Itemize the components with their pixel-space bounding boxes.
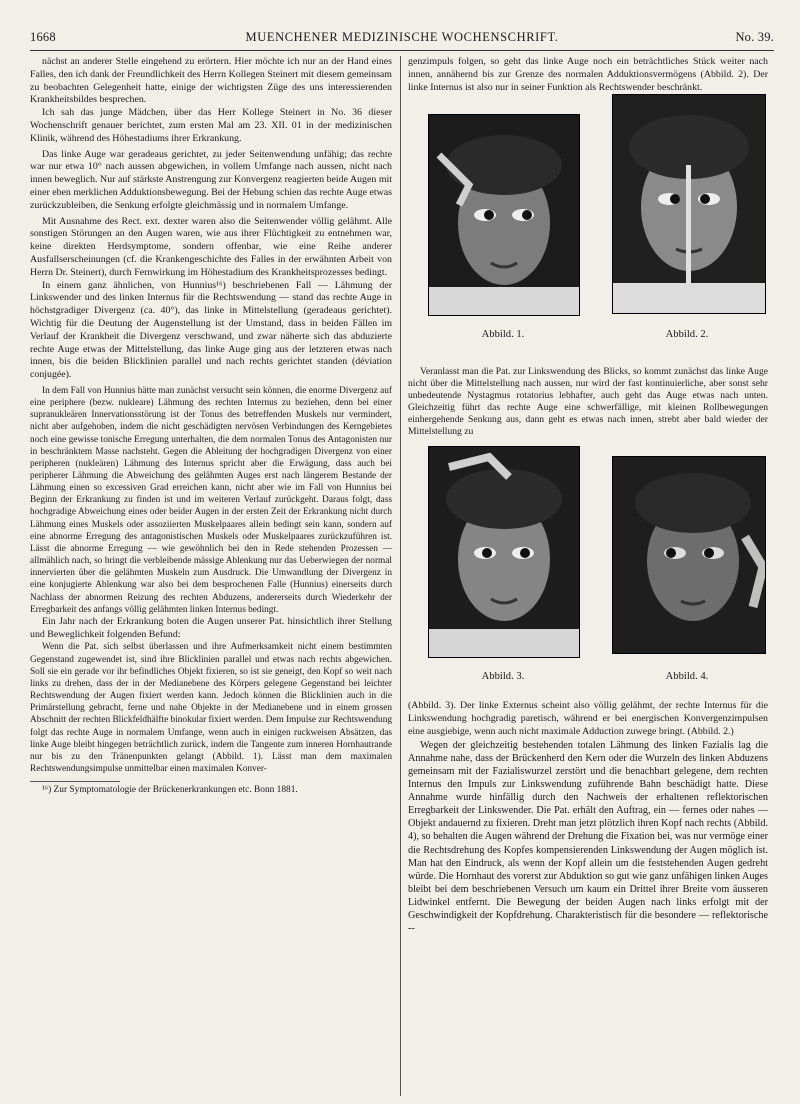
paragraph: Ich sah das junge Mädchen, über das Herr Kollege Steinert in No. 36 dieser Wochenschrift genauer berichtet, zum ersten Mal am 23. XII. 01 in der medizinischen Klinik, während des Höhestadiums ihrer Erkrankung. [30,107,392,144]
paragraph: Wegen der gleichzeitig bestehenden totalen Lähmung des linken Fazialis lag die Annahme nahe, dass der Brückenherd den Kern oder die Wurzeln des linken Abduzens gemeinsam mit der Fazialiswurzel zerstört und die benachbart gelegene, dem rechten Internus den Impuls zur Linkswendung zuführende Bahn beschädigt hatte. Diese Annahme wurde hinfällig durch den Nachweis der erhaltenen reflektorischen Erregbarkeit der Linkswender. Die Pat. erhält den Auftrag, ein — fernes oder nahes — Objekt andauernd zu fixieren. Dreht man jetzt plötzlich ihren Kopf nach rechts (Abbild. 4), so behalten die Augen während der Drehung die Fixation bei, was nur vermöge einer die Rechtsdrehung des Kopfes kompensierenden Linkswendung der Augen möglich ist. Man hat den Eindruck, als wenn der Kopf allein um die feststehenden Augen gedreht würde. Die Hornhaut des vorerst zur Abduktion so gut wie ganz unfähigen linken Auges bleibt bei dem beschriebenen Versuch um kaum ein Drittel ihrer Breite vom äusseren Lidwinkel entfernt. Die Bewegung der beiden Augen nach links erfolgt mit der Geschwindigkeit der Kopfdrehung. Charakteristisch für die besondere — reflektorische -- [408,739,768,935]
paragraph: genzimpuls folgen, so geht das linke Auge noch ein beträchtliches Stück weiter nach innen, annähernd bis zur Grenze des normalen Adduktionsvermögens (Abbild. 2). Der linke Internus ist also nur in seiner Funktion als Rechtswender beschränkt. [408,56,768,93]
header-rule [30,50,774,51]
figure-2-photo [612,94,766,314]
paragraph: In einem ganz ähnlichen, von Hunnius¹⁶) beschriebenen Fall — Lähmung der Linkswender und des linken Internus für die Rechtswendung — stand das rechte Auge in höchstgradiger Divergenz (ca. 40°), das linke in Mittelstellung (geradeaus gerichtet). Wichtig für die Deutung der Augenstellung ist der Umstand, dass in beiden Fällen im Verlauf der Krankheit die Divergenz verschwand, und zwar näherte sich das abduzierte rechte Auge etwas der Mittelstellung, das linke Auge ging aus der letzteren etwas nach innen, bis die beiden Blicklinien parallel und nach rechts gerichtet standen (déviation conjugée). [30,279,392,381]
figure-3-caption: Abbild. 3. [481,671,525,683]
figure-2-caption: Abbild. 2. [665,329,709,341]
figure-row-bottom [408,438,768,700]
figure-row-top [408,94,768,366]
paragraph: (Abbild. 3). Der linke Externus scheint also völlig gelähmt, der rechte Internus für die Linkswendung hochgradig paretisch, während er bei energischen Konvergenzimpulsen eine ausgiebige, wenn auch nicht maximale Adduction zuwege bringt. (Abbild. 2.) [408,700,768,737]
figure-4-caption: Abbild. 4. [665,671,709,683]
figure-1-photo [428,114,580,316]
issue-number: No. 39. [735,30,774,44]
paragraph: Veranlasst man die Pat. zur Linkswendung des Blicks, so kommt zunächst das linke Auge nicht über die Mittelstellung nach aussen, nur wird der fast kontinuierliche, aber sonst sehr unbedeutende Nystagmus rotatorius lebhafter, auch geht das Auge etwas nach unten. Gleichzeitig führt das rechte Auge eine schwerfällige, mit kleinen Rollbewegungen einhergehende Senkung aus, dann geht es etwas nach innen, strebt aber bald wieder der Mittelstellung zu [408,366,768,438]
right-column [408,56,768,935]
paragraph: nächst an anderer Stelle eingehend zu erörtern. Hier möchte ich nur an der Hand eines Falles, den ich dank der Freundlichkeit des Herrn Kollegen Steinert mit diesem gemeinsam zu beobachten Gelegenheit hatte, einige der wichtigsten Züge des uns interessierenden Krankheitsbildes besprechen. [30,56,392,106]
figure-3-photo [428,446,580,658]
paragraph: In dem Fall von Hunnius hätte man zunächst versucht sein können, die enorme Divergenz auf eine periphere (bezw. nukleare) Lähmung des rechten Internus zu beziehen, denn bei einer supranukleären Innervationsstörung ist der Tonus des betreffenden Muskels nur vermindert, nicht aber aufgehoben, indem die nicht geschädigten nervösen Verbindungen des Kerngebietes noch eine gewisse tonische Erregung unterhalten, die dem normalen Tonus des Antagonisten nur in beschränktem Masse nachsteht. Gegen die Ableitung der hochgradigen Divergenz von einer peripheren (nukleären) Lähmung des Internus spricht aber die Erwägung, dass auch bei peripherer Lähmung die Abweichung des gelähmten Auges erst nach längerem Bestande der Lähmung einen so excessiven Grad erreichen kann, nicht aber wie im Fall von Hunnius bei Beginn der Erkrankung zu finden ist und im weiteren Verlauf zurückgeht. Daraus folgt, dass hochgradige Abweichung eines oder beider Augen in der ersten Zeit der Erkrankung nicht durch Lähmung eines Muskels oder assoziierten Muskelpaares allein bedingt sein kann, sondern auf eine abnorme Erregung des antagonistischen Muskels oder Muskelpaares zurückzuführen ist. Lässt die abnorme Erregung — wie gewöhnlich bei den in Rede stehenden Prozessen — allmählich nach, so bringt die verbleibende mässige Ablenkung nur das Ueberwiegen der normal innervierten über die gelähmten Muskeln zum Ausdruck. Die Umwandlung der Divergenz in eine konjugierte Ablenkung war also bei dem besprochenen Falle (Hunnius) einerseits durch Nachlass der abnormen Reizung des rechten Abduzens, andererseits durch Wiederkehr der Erregbarkeit des anfangs völlig gelähmten linken Internus bedingt. [30,385,392,615]
paragraph: Mit Ausnahme des Rect. ext. dexter waren also die Seitenwender völlig gelähmt. Alle sonstigen Störungen an den Augen waren, wie aus ihrer Flüchtigkeit zu entnehmen war, keine direkten Herdsymptome, sondern offenbar, wie eine Reihe anderer Ausfallserscheinungen (cf. die Krankengeschichte des Falles in der erwähnten Arbeit von Herrn Dr. Steinert), durch Fernwirkung im Höhestadium des Krankheitsprozesses bedingt. [30,215,392,278]
paragraph: Ein Jahr nach der Erkrankung boten die Augen unserer Pat. hinsichtlich ihrer Stellung und Beweglichkeit folgenden Befund: [30,615,392,640]
journal-title: MUENCHENER MEDIZINISCHE WOCHENSCHRIFT. [245,30,559,44]
figure-1-caption: Abbild. 1. [481,329,525,341]
left-column [30,56,392,796]
figure-4-photo [612,456,766,654]
page-number: 1668 [30,30,56,44]
paragraph: Das linke Auge war geradeaus gerichtet, zu jeder Seitenwendung unfähig; das rechte war nur etwa 10° nach aussen abgewichen, in vollem Umfange nach aussen, nicht nach innen beweglich. Nur auf stärkste Anstrengung zur Konvergenz reagierten beide Augen mit einer eben merklichen Adduktionsbewegung. Bei der Hebung schien das rechte Auge etwas zurückzubleiben, die Senkung erfolgte gleichmässig und in normalem Umfange. [30,148,392,211]
column-divider [400,56,401,1096]
page-header [30,30,774,50]
footnote-rule [30,781,120,782]
paragraph: Wenn die Pat. sich selbst überlassen und ihre Aufmerksamkeit nicht einem bestimmten Gegenstand zugewendet ist, sind ihre Blicklinien parallel und etwas nach rechts abgewichen. Soll sie ein gerade vor ihr befindliches Objekt fixieren, so ist sie geneigt, den Kopf so weit nach links zu drehen, dass der in der Medianebene des Körpers gelegene Gegenstand bei leichter Rechtswendung der Augen fixiert werden kann. Jedoch können die Blicklinien auch in die Primärstellung gebracht, ferne und nahe Objekte in der Medianebene und in einem grossen Abschnitt der rechten Blickfeldhälfte binokular fixiert werden. Dem Impulse zur Rechtswendung folgt das rechte Auge in normalem Umfange, wenn auch in einigen ruckweisen Absätzen, das linke Auge bleibt hingegen beträchtlich zurück, indem die Tangente zum inneren Hornhautrande nur bis zu den Tränenpunkten gelangt (Abbild. 1). Lässt man dem maximalen Rechtswendungsimpulse unmittelbar einen maximalen Konver- [30,642,392,775]
footnote: ¹⁶) Zur Symptomatologie der Brückenerkrankungen etc. Bonn 1881. [42,785,298,796]
